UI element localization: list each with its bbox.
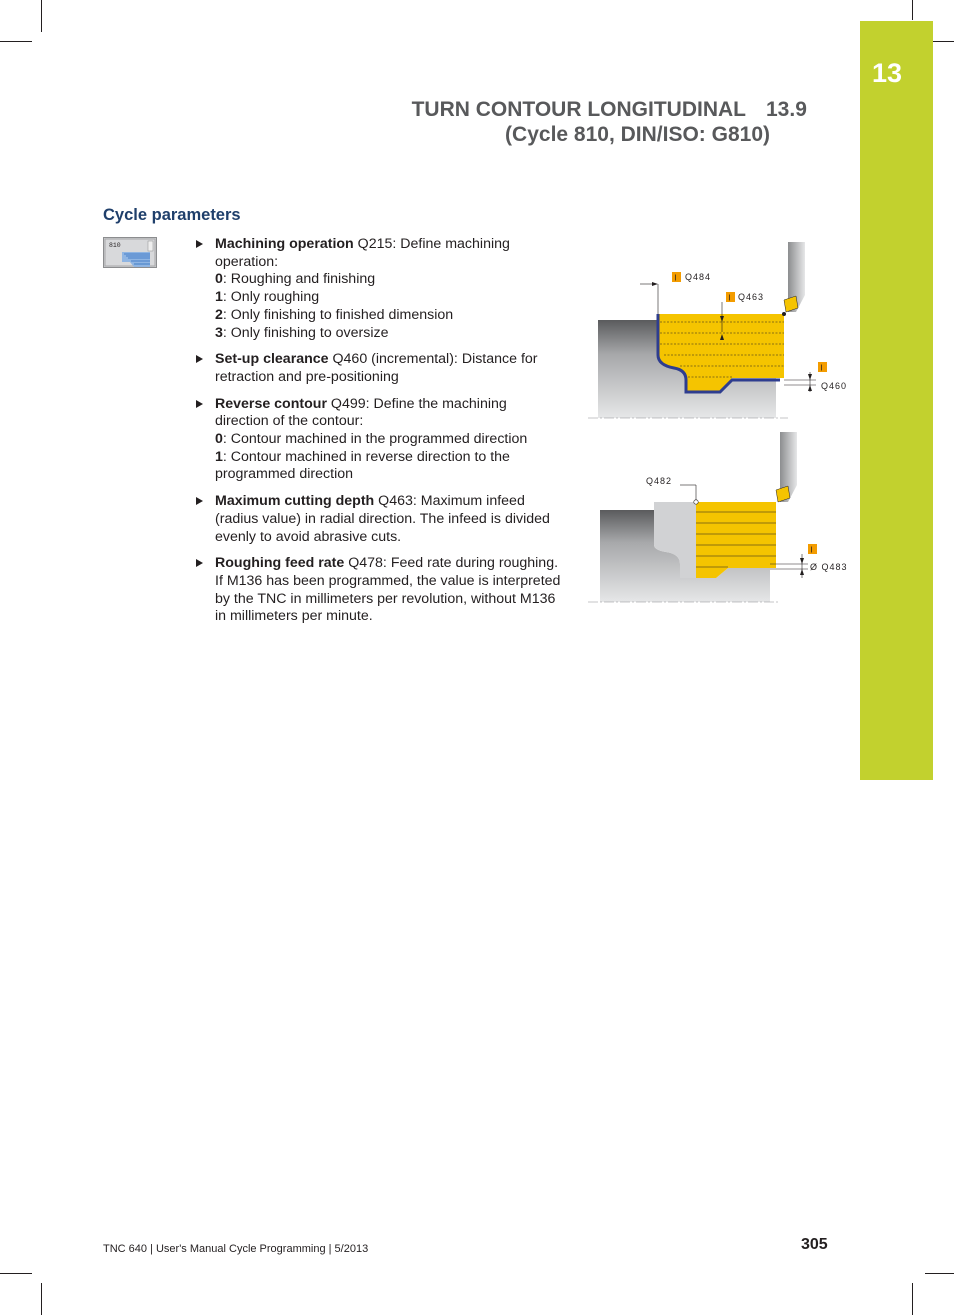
page-number: 305 xyxy=(801,1236,828,1253)
label-q483: Ø Q483 xyxy=(810,562,848,572)
crop-mark xyxy=(41,0,42,32)
label-q484: Q484 xyxy=(685,272,712,282)
figure-roughing-diagram xyxy=(588,240,858,430)
softkey-label: 810 xyxy=(109,242,121,249)
param-machining-operation xyxy=(196,236,561,342)
bullet-arrow-icon xyxy=(196,240,203,248)
param-desc: Q460 (incremental): Distance for retraction and pre-positioning xyxy=(215,351,538,385)
param-option: 1: Contour machined in reverse direction to the programmed direction xyxy=(215,448,510,483)
param-desc: Q499: Define the machining direction of the contour: xyxy=(215,395,507,430)
bullet-arrow-icon xyxy=(196,559,203,567)
svg-text:I: I xyxy=(820,363,823,373)
svg-text:I: I xyxy=(810,545,813,555)
chapter-number: 13 xyxy=(872,58,903,88)
crop-mark xyxy=(0,41,32,42)
figure-contour-diagram xyxy=(588,430,858,615)
param-option: 3: Only finishing to oversize xyxy=(215,324,389,341)
header-title: TURN CONTOUR LONGITUDINAL xyxy=(411,98,746,121)
section-number: 13.9 xyxy=(766,98,807,121)
param-desc: Q463: Maximum infeed (radius value) in radial direction. The infeed is divided evenly to avoid abrasive cuts. xyxy=(215,493,550,545)
bullet-arrow-icon xyxy=(196,400,203,408)
svg-text:I: I xyxy=(728,293,731,303)
param-desc: Q215: Define machining operation: xyxy=(215,236,510,270)
crop-mark xyxy=(0,1273,32,1274)
section-title: Cycle parameters xyxy=(103,206,241,224)
running-header-line1 xyxy=(412,98,828,122)
bullet-arrow-icon xyxy=(196,355,203,363)
param-desc: Q478: Feed rate during roughing. If M136 has been programmed, the value is interpreted by the TNC in millimeters per revolution, without M136 in millimeters per minute. xyxy=(215,555,561,625)
label-q460: Q460 xyxy=(821,381,848,391)
crop-mark xyxy=(912,1283,913,1315)
stock-allowance xyxy=(696,502,776,578)
label-q463: Q463 xyxy=(738,292,765,302)
param-option: 0: Roughing and finishing xyxy=(215,271,376,288)
param-name: Roughing feed rate xyxy=(215,555,345,572)
param-max-cutting-depth xyxy=(196,493,561,546)
param-reverse-contour xyxy=(196,396,561,485)
param-name: Reverse contour xyxy=(215,395,327,412)
param-option: 0: Contour machined in the programmed direction xyxy=(215,431,528,448)
param-name: Set-up clearance xyxy=(215,351,329,368)
param-name: Maximum cutting depth xyxy=(215,493,375,510)
param-option: 2: Only finishing to finished dimension xyxy=(215,306,454,323)
crop-mark xyxy=(925,1273,954,1274)
incremental-marker: I xyxy=(674,273,677,283)
parameter-list xyxy=(196,236,561,635)
param-option: 1: Only roughing xyxy=(215,289,320,306)
param-setup-clearance xyxy=(196,351,561,386)
param-name: Machining operation xyxy=(215,236,354,252)
footer-text: TNC 640 | User's Manual Cycle Programming | 5/2013 xyxy=(103,1243,369,1255)
label-q482: Q482 xyxy=(646,476,673,486)
crop-mark xyxy=(912,0,913,20)
crop-mark xyxy=(41,1283,42,1315)
running-header-line2 xyxy=(505,123,770,147)
bullet-arrow-icon xyxy=(196,497,203,505)
cycle-softkey-icon xyxy=(103,237,157,268)
header-subtitle: (Cycle 810, DIN/ISO: G810) xyxy=(505,123,770,146)
chapter-tab xyxy=(860,21,933,780)
param-roughing-feed-rate xyxy=(196,555,561,626)
